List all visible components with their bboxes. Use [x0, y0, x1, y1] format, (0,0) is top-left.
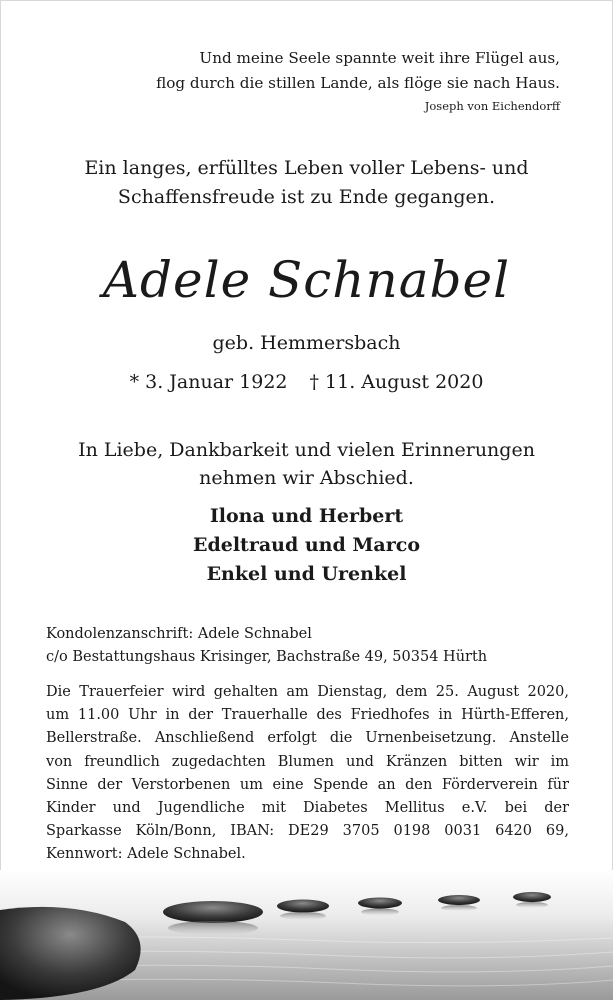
- poem-line-1: Und meine Seele spannte weit ihre Flügel aus,: [199, 49, 560, 67]
- details-line: Sparkasse Köln/Bonn, IBAN: DE29 3705 0198 0031 6420 69,: [46, 823, 569, 840]
- death-date: † 11. August 2020: [309, 371, 484, 393]
- condolence-line-1: Kondolenzanschrift: Adele Schnabel: [46, 626, 312, 642]
- details-line: um 11.00 Uhr in der Trauerhalle des Friedhofes in Hürth-Efferen,: [46, 707, 569, 724]
- family-line-1: Ilona und Herbert: [209, 505, 404, 527]
- condolence-line-2: c/o Bestattungshaus Krisinger, Bachstraße 49, 50354 Hürth: [46, 649, 488, 665]
- poem-line-2: flog durch die stillen Lande, als flöge sie nach Haus.: [156, 74, 560, 92]
- family-names: [0, 502, 613, 589]
- family-line-2: Edeltraud und Marco: [192, 534, 420, 556]
- details-line: Die Trauerfeier wird gehalten am Dienstag, dem 25. August 2020,: [46, 684, 569, 700]
- details-line: Kennwort: Adele Schnabel.: [46, 846, 246, 863]
- poem-quote: [150, 46, 560, 116]
- deceased-name: Adele Schnabel: [102, 251, 511, 309]
- family-line-3: Enkel und Urenkel: [206, 563, 407, 585]
- details-line: von freundlich zugedachten Blumen und Kränzen bitten wir im: [46, 753, 569, 770]
- details-line: Bellerstraße. Anschließend erfolgt die Urnenbeisetzung. Anstelle: [46, 730, 569, 747]
- intro-line-2: Schaffensfreude ist zu Ende gegangen.: [117, 186, 496, 208]
- farewell-line-2: nehmen wir Abschied.: [199, 467, 414, 489]
- maiden-name: geb. Hemmersbach: [212, 332, 401, 354]
- farewell-text: [0, 436, 613, 492]
- intro-text: [0, 154, 613, 212]
- details-line: Kinder und Jugendliche mit Diabetes Mellitus e.V. bei der: [46, 800, 569, 817]
- birth-date: * 3. Januar 1922: [129, 371, 288, 393]
- intro-line-1: Ein langes, erfülltes Leben voller Lebens- und: [84, 157, 529, 179]
- funeral-details: [46, 681, 569, 867]
- life-dates: [0, 368, 613, 396]
- farewell-line-1: In Liebe, Dankbarkeit und vielen Erinnerungen: [78, 439, 535, 461]
- zen-stones-image: [0, 870, 613, 1000]
- details-line: Sinne der Verstorbenen um eine Spende an den Förderverein für: [46, 776, 569, 793]
- condolence-address: [46, 623, 576, 669]
- poem-author: Joseph von Eichendorff: [424, 99, 560, 113]
